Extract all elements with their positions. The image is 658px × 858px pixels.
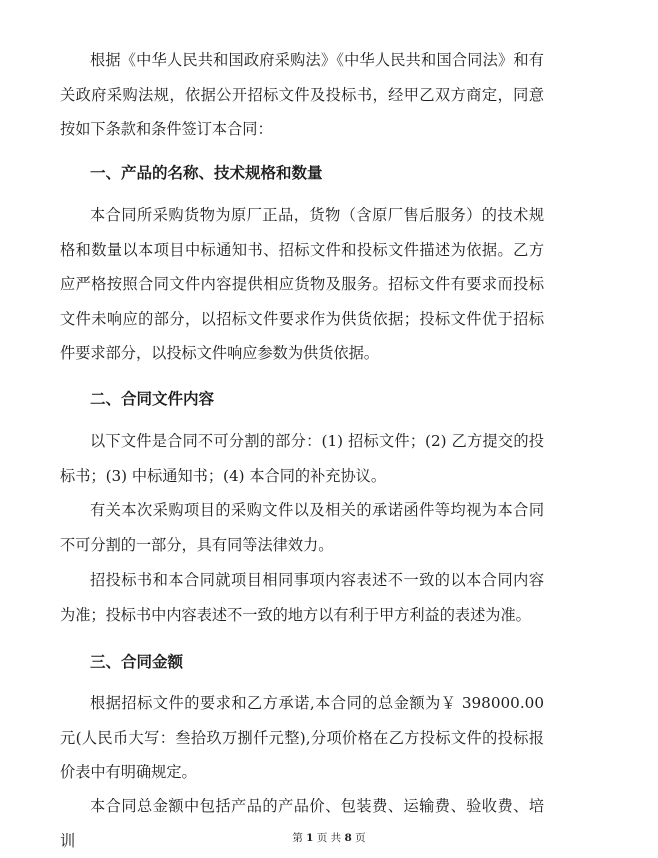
section-1-heading: 一、产品的名称、技术规格和数量 [90,163,323,182]
section-3-paragraph-2: 本合同总金额中包括产品的产品价、包装费、运输费、验收费、培训 [60,797,544,850]
footer-total-pages: 8 [344,832,352,844]
section-2-heading: 二、合同文件内容 [90,389,215,408]
footer-suffix: 页 [355,832,366,844]
footer-page-number: 1 [306,832,314,844]
section-3-paragraph-1: 根据招标文件的要求和乙方承诺,本合同的总金额为￥ 398000.00 元(人民币大写：叁拾玖万捌仟元整),分项价格在乙方投标文件的投标报价表中有明确规定。 [60,694,544,781]
section-2-paragraph-2: 有关本次采购项目的采购文件以及相关的承诺函件等均视为本合同不可分割的一部分，具有同等法律效力。 [60,501,544,554]
intro-paragraph: 根据《中华人民共和国政府采购法》《中华人民共和国合同法》和有关政府采购法规，依据公开招标文件及投标书，经甲乙双方商定，同意按如下条款和条件签订本合同： [60,51,544,138]
section-2-paragraph-3: 招投标书和本合同就项目相同事项内容表述不一致的以本合同内容为准；投标书中内容表述不一致的地方以有利于甲方利益的表述为准。 [60,571,544,624]
section-1-paragraph: 本合同所采购货物为原厂正品，货物（含原厂售后服务）的技术规格和数量以本项目中标通知书、招标文件和投标文件描述为依据。乙方应严格按照合同文件内容提供相应货物及服务。招标文件有要求而投标文件未响应的部分，以招标文件要求作为供货依据；投标文件优于招标件要求部分，以投标文件响应参数为供货依据。 [60,206,544,362]
section-2-paragraph-1: 以下文件是合同不可分割的部分：(1) 招标文件；(2) 乙方提交的投标书；(3) 中标通知书；(4) 本合同的补充协议。 [60,432,544,485]
section-3-heading: 三、合同金额 [90,652,184,671]
footer-prefix: 第 [292,832,303,844]
page-footer [0,831,658,845]
footer-middle: 页 共 [316,832,342,844]
